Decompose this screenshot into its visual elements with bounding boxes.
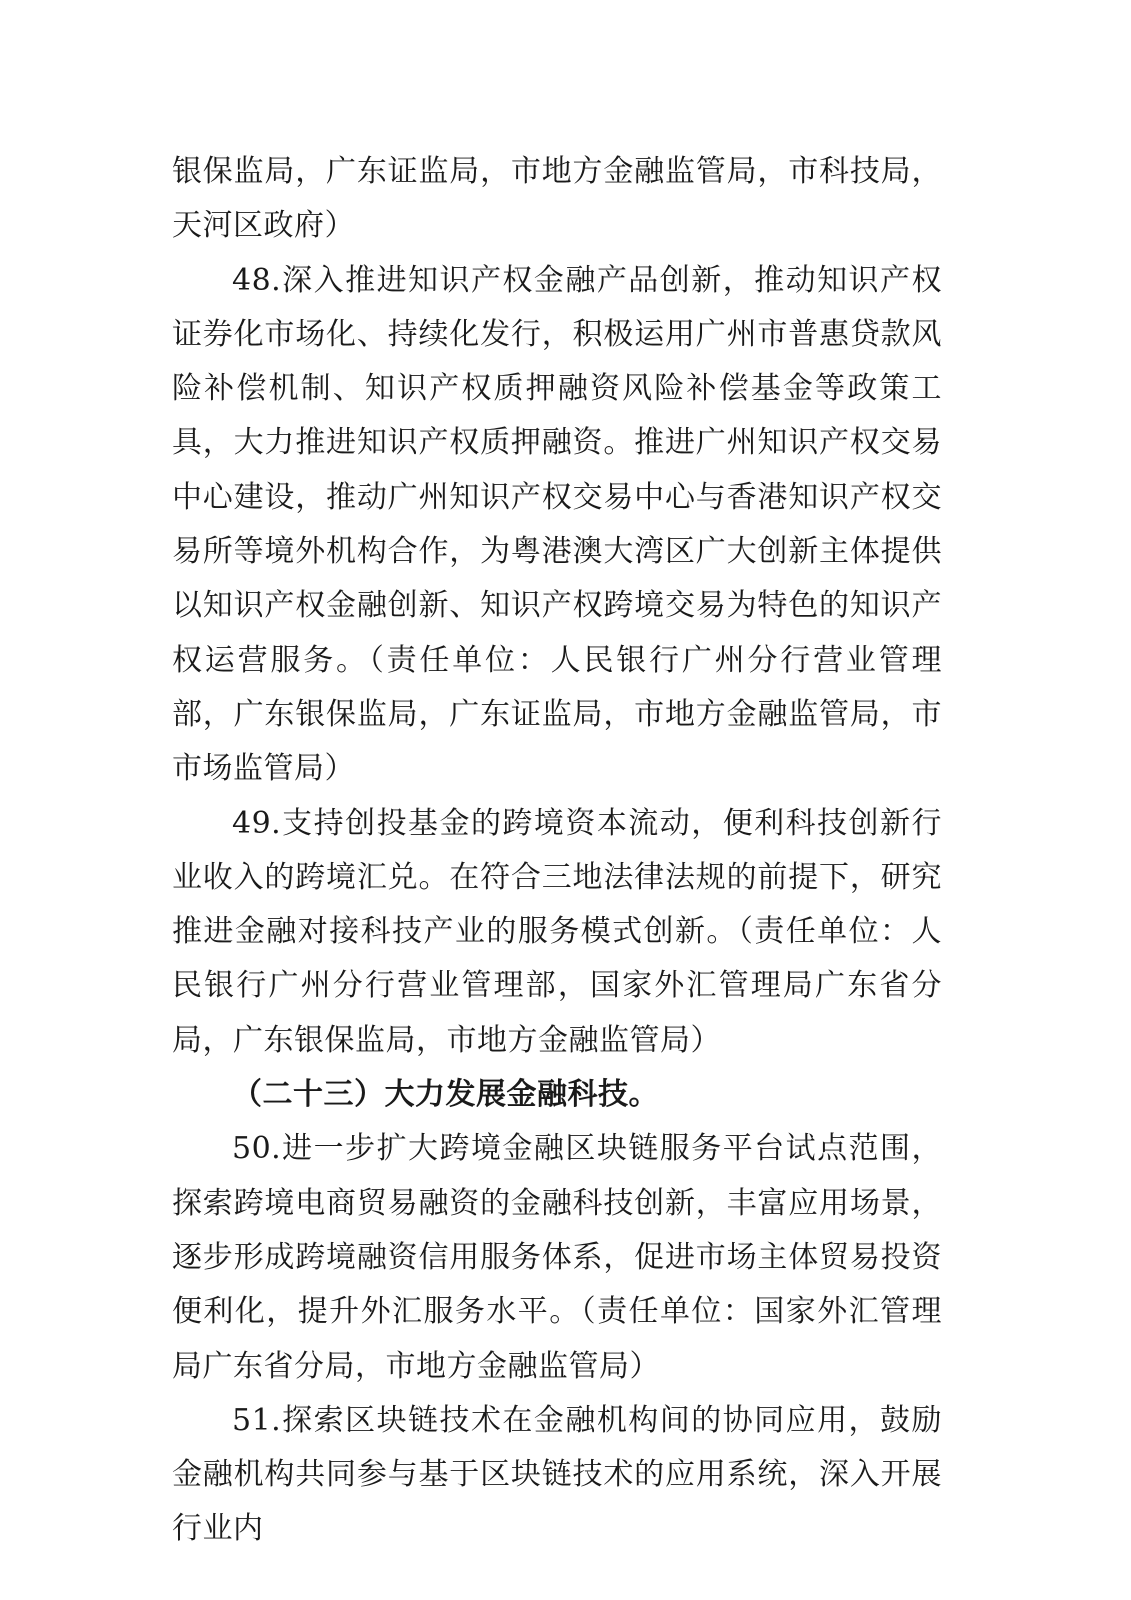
paragraph-item-48: 48.深入推进知识产权金融产品创新，推动知识产权证券化市场化、持续化发行，积极运用广州市普惠贷款风险补偿机制、知识产权质押融资风险补偿基金等政策工具，大力推进知识产权质押融资。推进广州知识产权交易中心建设，推动广州知识产权交易中心与香港知识产权交易所等境外机构合作，为粤港澳大湾区广大创新主体提供以知识产权金融创新、知识产权跨境交易为特色的知识产权运营服务。（责任单位：人民银行广州分行营业管理部，广东银保监局，广东证监局，市地方金融监管局，市市场监管局） xyxy=(172,262,942,787)
document-body xyxy=(172,145,942,1557)
paragraph-item-49: 49.支持创投基金的跨境资本流动，便利科技创新行业收入的跨境汇兑。在符合三地法律法规的前提下，研究推进金融对接科技产业的服务模式创新。（责任单位：人民银行广州分行营业管理部，国家外汇管理局广东省分局，广东银保监局，市地方金融监管局） xyxy=(172,805,942,1058)
section-heading-23: （二十三）大力发展金融科技。 xyxy=(232,1077,659,1113)
paragraph-continuation: 银保监局，广东证监局，市地方金融监管局，市科技局，天河区政府） xyxy=(172,154,942,244)
paragraph-item-51: 51.探索区块链技术在金融机构间的协同应用，鼓励金融机构共同参与基于区块链技术的应用系统，深入开展行业内 xyxy=(172,1402,942,1547)
paragraph-item-50: 50.进一步扩大跨境金融区块链服务平台试点范围，探索跨境电商贸易融资的金融科技创新，丰富应用场景，逐步形成跨境融资信用服务体系，促进市场主体贸易投资便利化，提升外汇服务水平。（责任单位：国家外汇管理局广东省分局，市地方金融监管局） xyxy=(172,1131,942,1384)
